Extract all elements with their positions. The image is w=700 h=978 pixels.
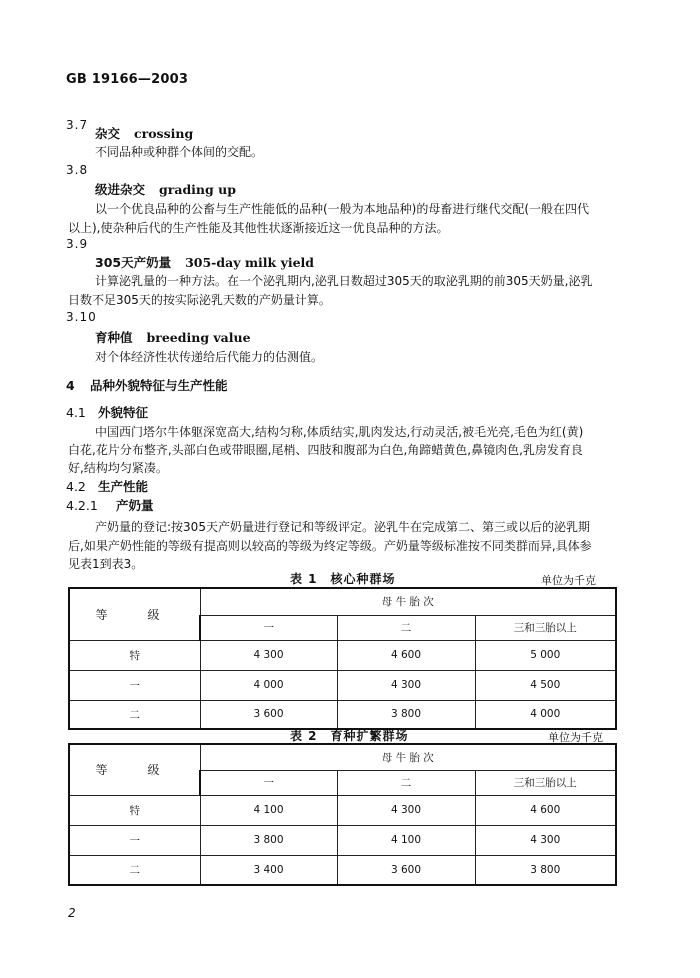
term-definition-line: 以上),使杂种后代的生产性能及其他性状逐渐接近这一优良品种的方法。	[68, 221, 449, 235]
table-row	[69, 700, 616, 729]
term-definition-line: 日数不足305天的按实际泌乳天数的产奶量计算。	[68, 293, 331, 307]
term-english: grading up	[159, 182, 236, 197]
subsection-number: 4.2	[66, 479, 86, 494]
value-cell: 4 500	[475, 670, 616, 700]
term-definition: 对个体经济性状传递给后代能力的估测值。	[95, 350, 324, 364]
table-row	[69, 670, 616, 700]
value-cell: 4 600	[337, 640, 475, 670]
subsection-number: 4.2.1	[66, 498, 98, 513]
grade-cell: 二	[69, 855, 200, 885]
table-unit: 单位为千克	[548, 731, 603, 744]
table-unit: 单位为千克	[541, 574, 596, 587]
grade-header-cell	[69, 588, 200, 640]
value-cell: 4 000	[475, 700, 616, 729]
parity-label: 一	[200, 770, 337, 795]
term-chinese: 305天产奶量	[95, 255, 172, 270]
subsection-heading	[66, 477, 148, 495]
subsection-title: 外貌特征	[98, 405, 149, 420]
subsection-heading	[66, 403, 148, 421]
paragraph-line: 产奶量的登记:按305天产奶量进行登记和等级评定。泌乳牛在完成第二、第三或以后的泌乳期	[95, 520, 590, 534]
subsection-title: 生产性能	[98, 479, 149, 494]
term-english: crossing	[134, 126, 194, 141]
paragraph-line: 后,如果产奶性能的等级有提高则以较高的等级为终定等级。产奶量等级标准按不同类群而异,具体参	[68, 539, 592, 553]
grade-header: 等 级	[95, 763, 174, 778]
table-caption: 表 2 育种扩繁群场	[290, 729, 409, 743]
value-cell: 4 000	[200, 670, 337, 700]
term-definition-line: 以一个优良品种的公畜与生产性能低的品种(一般为本地品种)的母畜进行继代交配(一般在四代	[95, 202, 590, 216]
grade-header: 等 级	[95, 607, 174, 622]
table-breeding-multiplication-herd	[68, 743, 617, 886]
term-title	[95, 328, 251, 346]
value-cell: 4 100	[200, 795, 337, 825]
grade-cell: 一	[69, 670, 200, 700]
value-cell: 4 300	[475, 825, 616, 855]
paragraph-line: 见表1到表3。	[68, 557, 144, 571]
clause-number: 3.10	[66, 310, 97, 324]
value-cell: 3 600	[337, 855, 475, 885]
parity-label: 三和三胎以上	[475, 615, 616, 640]
term-definition: 不同品种或种群个体间的交配。	[95, 145, 264, 159]
clause-number: 3.9	[66, 237, 89, 251]
term-title	[95, 180, 236, 198]
paragraph-line: 中国西门塔尔牛体躯深宽高大,结构匀称,体质结实,肌肉发达,行动灵活,被毛光亮,毛色为红(黄)	[95, 425, 584, 439]
grade-header-cell	[69, 744, 200, 795]
value-cell: 3 800	[200, 825, 337, 855]
term-definition-line: 计算泌乳量的一种方法。在一个泌乳期内,泌乳日数超过305天的取泌乳期的前305天奶量,泌乳	[95, 274, 593, 288]
table-row	[69, 855, 616, 885]
term-title	[95, 253, 314, 271]
clause-number: 3.8	[66, 163, 89, 177]
parity-label: 三和三胎以上	[475, 770, 616, 795]
value-cell: 5 000	[475, 640, 616, 670]
grade-cell: 特	[69, 795, 200, 825]
section-heading	[66, 376, 228, 394]
value-cell: 3 800	[475, 855, 616, 885]
table-core-herd	[68, 587, 617, 730]
parity-label: 二	[337, 770, 475, 795]
term-chinese: 杂交	[95, 126, 121, 141]
table-row	[69, 795, 616, 825]
parity-header: 母 牛 胎 次	[200, 588, 616, 615]
paragraph-line: 好,结构均匀紧凑。	[68, 461, 168, 475]
subsection-number: 4.1	[66, 405, 86, 420]
term-chinese: 育种值	[95, 330, 133, 345]
table-row	[69, 640, 616, 670]
parity-label: 二	[337, 615, 475, 640]
parity-header: 母 牛 胎 次	[200, 744, 616, 770]
value-cell: 4 300	[200, 640, 337, 670]
term-chinese: 级进杂交	[95, 182, 146, 197]
term-english: breeding value	[146, 330, 251, 345]
table-row	[69, 825, 616, 855]
term-english: 305-day milk yield	[185, 255, 315, 270]
grade-cell: 二	[69, 700, 200, 729]
value-cell: 4 300	[337, 670, 475, 700]
term-title	[95, 124, 193, 142]
clause-number: 3.7	[66, 118, 89, 132]
value-cell: 3 400	[200, 855, 337, 885]
grade-cell: 一	[69, 825, 200, 855]
value-cell: 4 600	[475, 795, 616, 825]
section-number: 4	[66, 378, 75, 393]
parity-label: 一	[200, 615, 337, 640]
subsection-heading	[66, 496, 154, 514]
page-number: 2	[68, 906, 76, 920]
value-cell: 3 800	[337, 700, 475, 729]
value-cell: 4 100	[337, 825, 475, 855]
table-caption: 表 1 核心种群场	[290, 572, 396, 586]
grade-cell: 特	[69, 640, 200, 670]
section-title: 品种外貌特征与生产性能	[90, 378, 228, 393]
paragraph-line: 白花,花片分布整齐,头部白色或带眼圈,尾梢、四肢和腹部为白色,角蹄蜡黄色,鼻镜肉色,乳房发育良	[68, 443, 583, 457]
value-cell: 4 300	[337, 795, 475, 825]
value-cell: 3 600	[200, 700, 337, 729]
document-header: GB 19166—2003	[66, 72, 189, 87]
subsection-title: 产奶量	[116, 498, 154, 513]
